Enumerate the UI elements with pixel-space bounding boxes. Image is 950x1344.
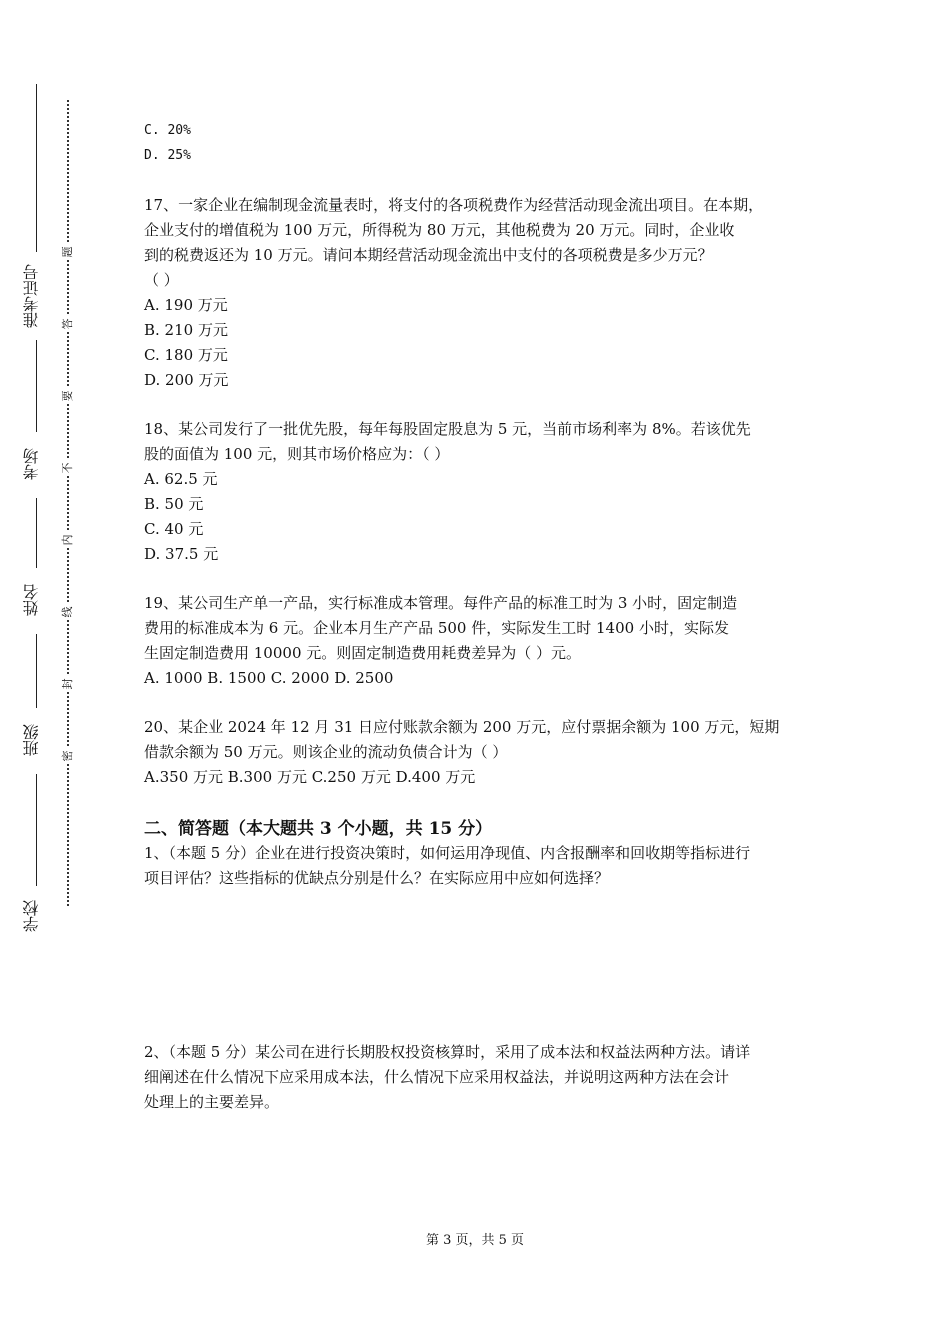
- name-label: 姓名: [22, 584, 41, 616]
- seal-char: 内: [60, 532, 76, 548]
- binding-line: [36, 634, 37, 708]
- class-label: 班级: [22, 724, 41, 756]
- binding-line: [36, 84, 37, 252]
- seal-char: 要: [60, 388, 76, 404]
- seal-char: 密: [60, 748, 76, 764]
- binding-line: [36, 340, 37, 432]
- answer-blank: （ ）: [144, 271, 179, 289]
- option-d: D. 200 万元: [144, 371, 229, 389]
- options: A. 1000 B. 1500 C. 2000 D. 2500: [144, 669, 394, 687]
- binding-line: [36, 774, 37, 886]
- option-c: C. 40 元: [144, 520, 204, 538]
- exam-number-label: 准考证号: [22, 264, 41, 328]
- question-text: 20、某企业 2024 年 12 月 31 日应付账款余额为 200 万元，应付票据余额为 100 万元，短期: [144, 718, 780, 736]
- binding-line: [36, 498, 37, 568]
- short-answer-1: [144, 841, 824, 891]
- exam-room-label: 考场: [22, 448, 41, 480]
- school-label: 学校: [22, 900, 41, 932]
- question-17: [144, 193, 824, 393]
- question-text: 企业支付的增值税为 100 万元，所得税为 80 万元，其他税费为 20 万元。同时，企业收: [144, 221, 735, 239]
- question-text: 处理上的主要差异。: [144, 1093, 280, 1111]
- question-text: 费用的标准成本为 6 元。企业本月生产产品 500 件，实际发生工时 1400 小时，实际发: [144, 619, 729, 637]
- option-d: D. 25%: [144, 148, 191, 163]
- option-b: B. 210 万元: [144, 321, 228, 339]
- question-text: 借款余额为 50 万元。则该企业的流动负债合计为（ ）: [144, 743, 508, 761]
- seal-char: 封: [60, 676, 76, 692]
- seal-char: 题: [60, 244, 76, 260]
- question-20: [144, 715, 824, 790]
- options: A.350 万元 B.300 万元 C.250 万元 D.400 万元: [144, 768, 476, 786]
- seal-char: 不: [60, 460, 76, 476]
- question-text: 18、某公司发行了一批优先股，每年每股固定股息为 5 元，当前市场利率为 8%。若该优先: [144, 420, 751, 438]
- question-text: 生固定制造费用 10000 元。则固定制造费用耗费差异为（ ）元。: [144, 644, 582, 662]
- page-number: 第 3 页，共 5 页: [425, 1233, 525, 1248]
- seal-dotted-line: [67, 100, 69, 906]
- short-answer-2: [144, 1040, 824, 1115]
- option-b: B. 50 元: [144, 495, 204, 513]
- question-text: 项目评估？这些指标的优缺点分别是什么？在实际应用中应如何选择？: [144, 869, 610, 887]
- seal-char: 答: [60, 316, 76, 332]
- question-text: 2、（本题 5 分）某公司在进行长期股权投资核算时，采用了成本法和权益法两种方法。请详: [144, 1043, 751, 1061]
- option-c: C. 180 万元: [144, 346, 228, 364]
- question-text: 细阐述在什么情况下应采用成本法，什么情况下应采用权益法，并说明这两种方法在会计: [144, 1068, 730, 1086]
- question-text: 到的税费返还为 10 万元。请问本期经营活动现金流出中支付的各项税费是多少万元？: [144, 246, 713, 264]
- question-19: [144, 591, 824, 691]
- question-text: 1、（本题 5 分）企业在进行投资决策时，如何运用净现值、内含报酬率和回收期等指标进行: [144, 844, 751, 862]
- option-d: D. 37.5 元: [144, 545, 219, 563]
- option-c: C. 20%: [144, 123, 191, 138]
- question-text: 股的面值为 100 元，则其市场价格应为：（ ）: [144, 445, 450, 463]
- question-text: 17、一家企业在编制现金流量表时，将支付的各项税费作为经营活动现金流出项目。在本期，: [144, 196, 764, 214]
- seal-char: 线: [60, 604, 76, 620]
- question-16-options: [144, 118, 824, 168]
- option-a: A. 190 万元: [144, 296, 228, 314]
- section-title: 二、简答题（本大题共 3 个小题，共 15 分）: [144, 819, 493, 839]
- question-text: 19、某公司生产单一产品，实行标准成本管理。每件产品的标准工时为 3 小时，固定制造: [144, 594, 738, 612]
- question-18: [144, 417, 824, 567]
- option-a: A. 62.5 元: [144, 470, 218, 488]
